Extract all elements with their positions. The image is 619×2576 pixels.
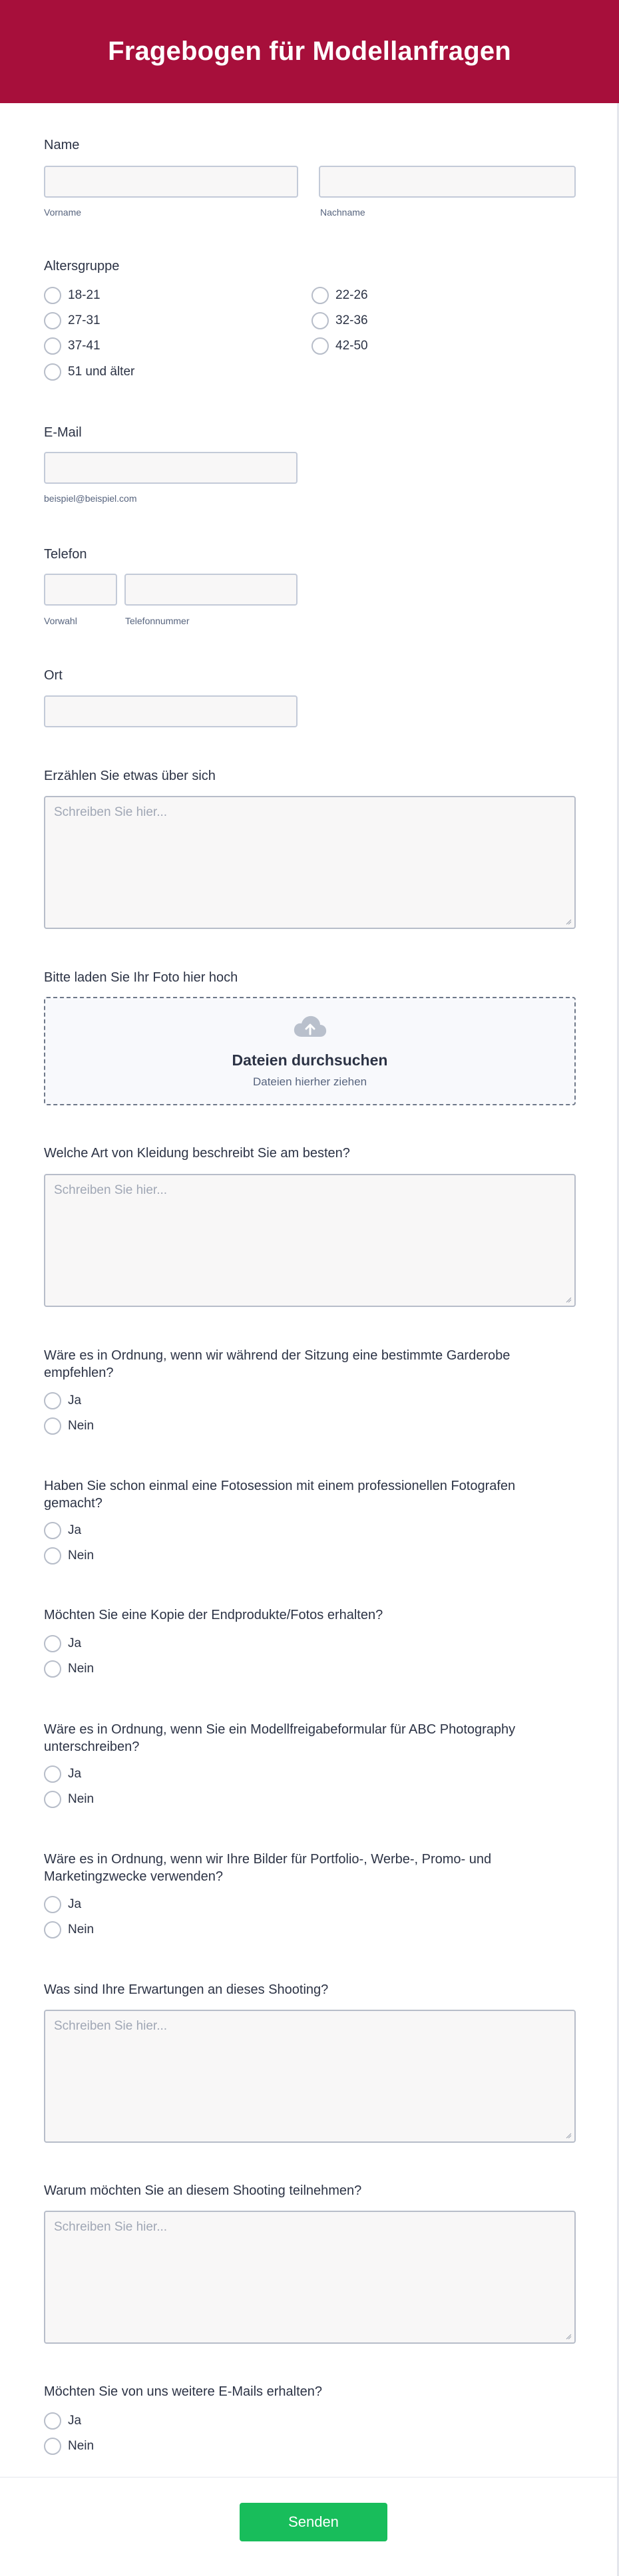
- phone-number-input[interactable]: [124, 574, 298, 606]
- clothing-placeholder: Schreiben Sie hier...: [54, 1183, 168, 1197]
- radio-circle[interactable]: [44, 312, 61, 329]
- browse-files-button[interactable]: Dateien durchsuchen: [232, 1051, 388, 1069]
- clothing-label: Welche Art von Kleidung beschreibt Sie am besten?: [44, 1146, 350, 1161]
- age-option-51-plus[interactable]: [44, 363, 134, 381]
- radio-circle[interactable]: [44, 1417, 61, 1435]
- age-option-37-41[interactable]: [44, 337, 101, 355]
- yes-label: Ja: [68, 1636, 82, 1650]
- last-name-input[interactable]: [319, 166, 576, 198]
- radio-circle[interactable]: [44, 2412, 61, 2430]
- radio-circle[interactable]: [311, 337, 329, 355]
- area-code-input[interactable]: [44, 574, 117, 606]
- radio-circle[interactable]: [44, 363, 61, 381]
- no-label: Nein: [68, 1923, 95, 1936]
- no-label: Nein: [68, 1662, 95, 1676]
- radio-circle[interactable]: [44, 2438, 61, 2455]
- reason-placeholder: Schreiben Sie hier...: [54, 2220, 168, 2234]
- first-name-input[interactable]: [44, 166, 298, 198]
- age-label: Altersgruppe: [44, 259, 120, 274]
- first-name-sublabel: Vorname: [44, 207, 82, 218]
- clothing-textarea[interactable]: [44, 1174, 576, 1307]
- cloud-upload-icon: [293, 1014, 327, 1039]
- radio-circle[interactable]: [44, 1921, 61, 1938]
- radio-circle[interactable]: [44, 1635, 61, 1652]
- radio-circle[interactable]: [44, 1522, 61, 1539]
- drag-files-hint: Dateien hierher ziehen: [252, 1075, 367, 1088]
- name-label: Name: [44, 138, 80, 152]
- area-code-sublabel: Vorwahl: [44, 616, 77, 626]
- footer-divider: [0, 2477, 617, 2478]
- age-option-18-21[interactable]: [44, 286, 101, 305]
- email-label: E-Mail: [44, 425, 82, 440]
- yes-label: Ja: [68, 2414, 82, 2428]
- resize-grip-icon[interactable]: [565, 2132, 572, 2139]
- age-option-label: 18-21: [68, 288, 101, 302]
- session-yes-option[interactable]: [44, 1521, 81, 1540]
- age-option-32-36[interactable]: [311, 311, 368, 330]
- copy-no-option[interactable]: [44, 1660, 94, 1678]
- resize-grip-icon[interactable]: [565, 2333, 572, 2340]
- radio-circle[interactable]: [44, 337, 61, 355]
- reason-textarea[interactable]: [44, 2211, 576, 2344]
- file-upload-dropzone[interactable]: [44, 997, 576, 1105]
- radio-circle[interactable]: [44, 1791, 61, 1808]
- form-title: Fragebogen für Modellanfragen: [108, 37, 511, 66]
- no-label: Nein: [68, 1419, 95, 1433]
- no-label: Nein: [68, 2439, 95, 2453]
- radio-circle[interactable]: [44, 1896, 61, 1913]
- age-option-label: 22-26: [335, 288, 368, 302]
- email-input[interactable]: [44, 452, 298, 484]
- last-name-sublabel: Nachname: [320, 207, 365, 218]
- copy-question-label: Möchten Sie eine Kopie der Endprodukte/Fotos erhalten?: [44, 1608, 383, 1622]
- about-placeholder: Schreiben Sie hier...: [54, 805, 168, 819]
- form-header: [0, 0, 619, 103]
- expectations-label: Was sind Ihre Erwartungen an dieses Shooting?: [44, 1982, 329, 1997]
- yes-label: Ja: [68, 1897, 82, 1911]
- session-question-label: Haben Sie schon einmal eine Fotosession mit einem professionellen Fotografen gemacht?: [44, 1479, 516, 1511]
- radio-circle[interactable]: [44, 1392, 61, 1409]
- yes-label: Ja: [68, 1523, 82, 1537]
- age-option-label: 32-36: [335, 313, 368, 327]
- wardrobe-yes-option[interactable]: [44, 1391, 81, 1410]
- email-sublabel: beispiel@beispiel.com: [44, 493, 137, 504]
- radio-circle[interactable]: [44, 287, 61, 304]
- emails-yes-option[interactable]: [44, 2412, 81, 2430]
- age-option-label: 27-31: [68, 313, 101, 327]
- emails-question-label: Möchten Sie von uns weitere E-Mails erhalten?: [44, 2384, 322, 2399]
- age-option-label: 37-41: [68, 339, 101, 353]
- radio-circle[interactable]: [44, 1547, 61, 1564]
- no-label: Nein: [68, 1549, 95, 1563]
- emails-no-option[interactable]: [44, 2437, 94, 2456]
- radio-circle[interactable]: [311, 287, 329, 304]
- city-input[interactable]: [44, 695, 298, 727]
- radio-circle[interactable]: [311, 312, 329, 329]
- session-no-option[interactable]: [44, 1547, 94, 1565]
- resize-grip-icon[interactable]: [565, 1296, 572, 1303]
- no-label: Nein: [68, 1792, 95, 1806]
- release-no-option[interactable]: [44, 1790, 94, 1809]
- age-option-label: 51 und älter: [68, 365, 135, 379]
- age-option-label: 42-50: [335, 339, 368, 353]
- usage-yes-option[interactable]: [44, 1895, 81, 1914]
- release-question-label: Wäre es in Ordnung, wenn Sie ein Modellfreigabeformular für ABC Photography unterschreiben?: [44, 1722, 516, 1754]
- wardrobe-question-label: Wäre es in Ordnung, wenn wir während der Sitzung eine bestimmte Garderobe empfehlen?: [44, 1348, 511, 1380]
- photo-label: Bitte laden Sie Ihr Foto hier hoch: [44, 970, 238, 985]
- usage-no-option[interactable]: [44, 1921, 94, 1939]
- phone-label: Telefon: [44, 547, 87, 562]
- about-label: Erzählen Sie etwas über sich: [44, 769, 216, 783]
- resize-grip-icon[interactable]: [565, 918, 572, 925]
- phone-number-sublabel: Telefonnummer: [125, 616, 190, 626]
- reason-label: Warum möchten Sie an diesem Shooting teilnehmen?: [44, 2183, 362, 2198]
- yes-label: Ja: [68, 1393, 82, 1407]
- wardrobe-no-option[interactable]: [44, 1417, 94, 1435]
- yes-label: Ja: [68, 1767, 82, 1781]
- copy-yes-option[interactable]: [44, 1634, 81, 1653]
- expectations-placeholder: Schreiben Sie hier...: [54, 2019, 168, 2033]
- submit-button[interactable]: Senden: [240, 2503, 387, 2541]
- about-textarea[interactable]: [44, 796, 576, 929]
- radio-circle[interactable]: [44, 1765, 61, 1783]
- age-option-27-31[interactable]: [44, 311, 101, 330]
- usage-question-label: Wäre es in Ordnung, wenn wir Ihre Bilder für Portfolio-, Werbe-, Promo- und Marketingzwecke verwenden?: [44, 1852, 492, 1884]
- radio-circle[interactable]: [44, 1660, 61, 1678]
- release-yes-option[interactable]: [44, 1765, 81, 1783]
- city-label: Ort: [44, 668, 63, 683]
- age-option-22-26[interactable]: [311, 286, 368, 305]
- expectations-textarea[interactable]: [44, 2010, 576, 2143]
- age-option-42-50[interactable]: [311, 337, 368, 355]
